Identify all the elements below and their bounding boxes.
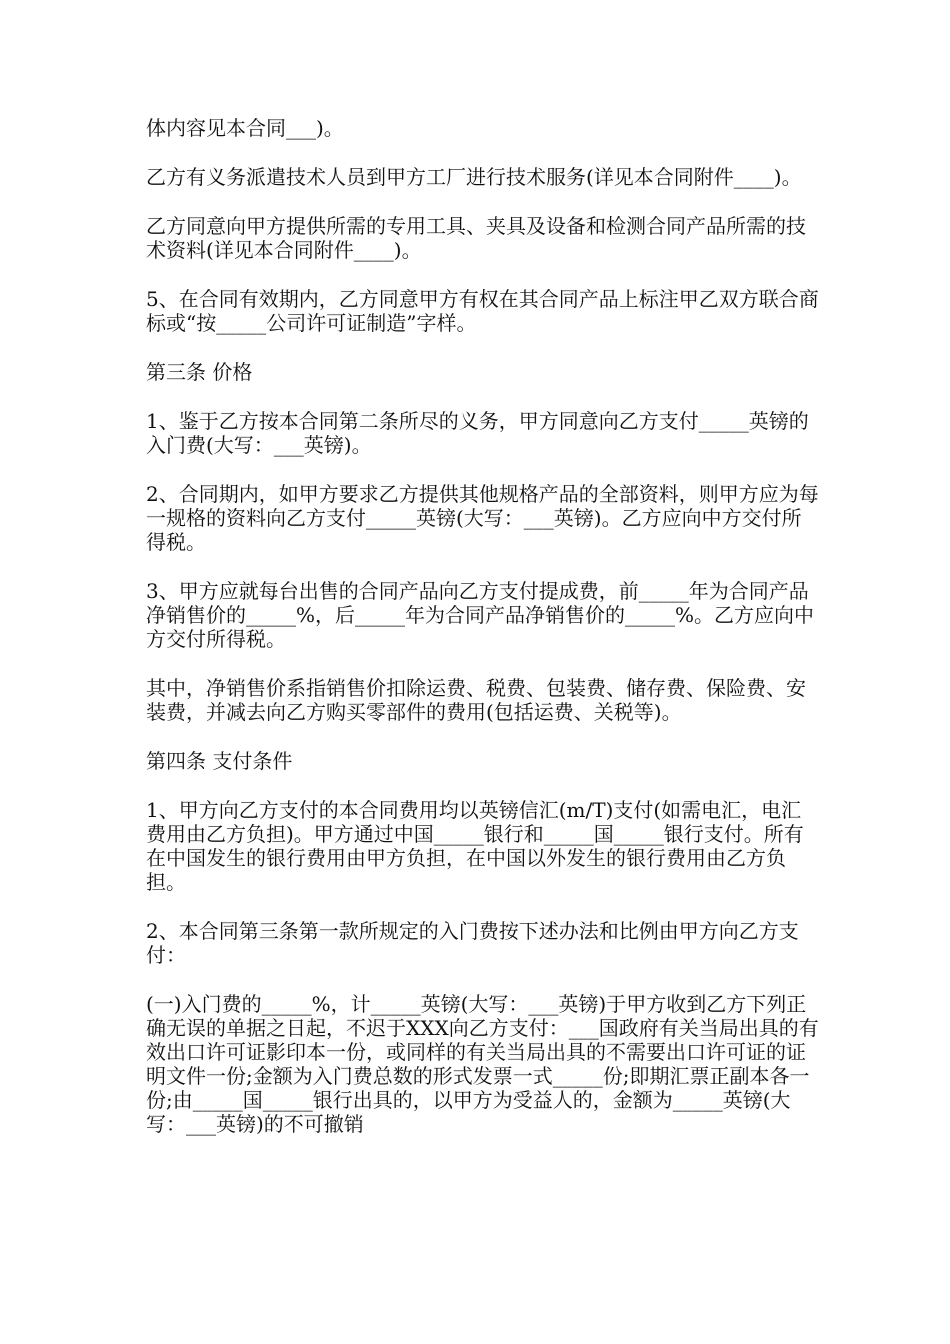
paragraph-payment-2-schedule: 2、本合同第三条第一款所规定的入门费按下述办法和比例由甲方向乙方支付： bbox=[146, 919, 799, 967]
paragraph-price-1-entrance-fee: 1、鉴于乙方按本合同第二条所尽的义务，甲方同意向乙方支付_____英镑的入门费(大写：___英镑)。 bbox=[146, 409, 809, 457]
paragraph-payment-1-remittance: 1、甲方向乙方支付的本合同费用均以英镑信汇(m/T)支付(如需电汇，电汇费用由乙方负担)。甲方通过中国_____银行和_____国_____银行支付。所有在中国发生的银行费用由甲方负担，在中国以外发生的银行费用由乙方负担。 bbox=[146, 798, 804, 894]
paragraph-price-2-extra-specs: 2、合同期内，如甲方要求乙方提供其他规格产品的全部资料，则甲方应为每一规格的资料向乙方支付_____英镑(大写：___英镑)。乙方应向中方交付所得税。 bbox=[146, 482, 819, 554]
paragraph-technical-service: 乙方有义务派遣技术人员到甲方工厂进行技术服务(详见本合同附件____)。 bbox=[146, 165, 802, 189]
heading-article-3-price: 第三条 价格 bbox=[146, 360, 253, 384]
paragraph-price-3-royalty: 3、甲方应就每台出售的合同产品向乙方支付提成费，前_____年为合同产品净销售价的_____%，后_____年为合同产品净销售价的_____%。乙方应向中方交付所得税。 bbox=[146, 579, 815, 651]
paragraph-net-sales-definition: 其中，净销售价系指销售价扣除运费、税费、包装费、储存费、保险费、安装费，并减去向乙方购买零部件的费用(包括运费、关税等)。 bbox=[146, 676, 806, 724]
paragraph-payment-installment-1: (一)入门费的_____%，计_____英镑(大写：___英镑)于甲方收到乙方下列正确无误的单据之日起，不迟于XXX向乙方支付：___国政府有关当局出具的有效出口许可证影印本一份，或同样的有关当局出具的不需要出口许可证的证明文件一份;金额为入门费总数的形式发票一式_____份;即期汇票正副本各一份;由_____国_____银行出具的，以甲方为受益人的，金额为_____英镑(大写：___英镑)的不可撤销 bbox=[146, 992, 819, 1136]
heading-article-4-payment: 第四条 支付条件 bbox=[146, 749, 293, 773]
paragraph-attachment-ref: 体内容见本合同___)。 bbox=[146, 116, 344, 140]
paragraph-tools-and-data: 乙方同意向甲方提供所需的专用工具、夹具及设备和检测合同产品所需的技术资料(详见本合同附件____)。 bbox=[146, 214, 806, 262]
paragraph-clause-5-trademark: 5、在合同有效期内，乙方同意甲方有权在其合同产品上标注甲乙双方联合商标或“按_____公司许可证制造”字样。 bbox=[146, 287, 819, 335]
